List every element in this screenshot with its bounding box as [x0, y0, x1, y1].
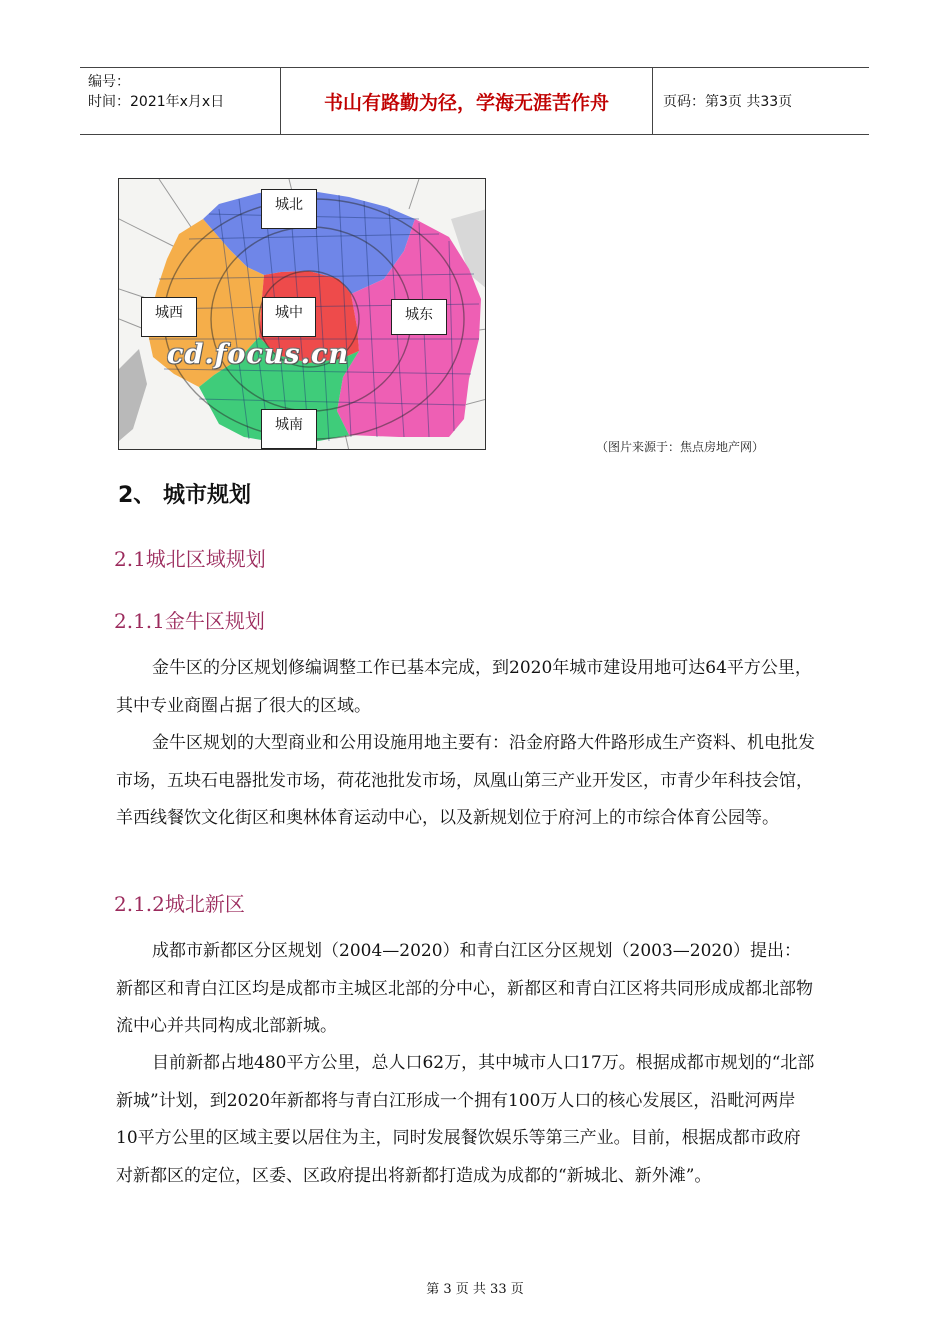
- subsection-title-2-1: 2.1城北区域规划: [114, 547, 266, 571]
- map-label-center: 城中: [262, 297, 316, 337]
- subsection-title-2-1-1: 2.1.1金牛区规划: [114, 609, 265, 633]
- document-number-label: 编号：: [88, 74, 130, 90]
- map-label-south: 城南: [261, 409, 317, 449]
- district-map: [118, 178, 486, 450]
- header-motto: 书山有路勤为径，学海无涯苦作舟: [281, 68, 653, 134]
- map-watermark: cd.focus.cn: [167, 339, 350, 370]
- map-label-north: 城北: [261, 189, 317, 229]
- header-page-info: 页码：第3页 共33页: [663, 94, 793, 110]
- map-label-west: 城西: [141, 297, 197, 337]
- page-footer: 第 3 页 共 33 页: [426, 1282, 524, 1297]
- paragraph-4: 目前新都占地480平方公里，总人口62万，其中城市人口17万。根据成都市规划的“北部新城”计划，到2020年新都将与青白江形成一个拥有100万人口的核心发展区，沿毗河两岸10平方公里的区域主要以居住为主，同时发展餐饮娱乐等第三产业。目前，根据成都市政府对新都区的定位，区委、区政府提出将新都打造成为成都的“新城北、新外滩”。: [116, 1053, 815, 1186]
- paragraph-2: 金牛区规划的大型商业和公用设施用地主要有：沿金府路大件路形成生产资料、机电批发市场，五块石电器批发市场，荷花池批发市场，凤凰山第三产业开发区，市青少年科技会馆，羊西线餐饮文化街区和奥林体育运动中心，以及新规划位于府河上的市综合体育公园等。: [116, 733, 815, 828]
- document-time-label: 时间：2021年x月x日: [88, 94, 225, 110]
- map-caption: （图片来源于：焦点房地产网）: [596, 440, 765, 454]
- section-title: 2、 城市规划: [118, 483, 251, 508]
- paragraph-1: 金牛区的分区规划修编调整工作已基本完成，到2020年城市建设用地可达64平方公里，其中专业商圈占据了很大的区域。: [116, 658, 812, 716]
- page-header: [80, 67, 869, 135]
- paragraph-3: 成都市新都区分区规划（2004—2020）和青白江区分区规划（2003—2020）提出：新都区和青白江区均是成都市主城区北部的分中心，新都区和青白江区将共同形成成都北部物流中心并共同构成北部新城。: [116, 941, 813, 1036]
- map-bg-patch: [119, 349, 147, 441]
- subsection-title-2-1-2: 2.1.2城北新区: [114, 892, 245, 916]
- header-left-cell: [80, 68, 281, 134]
- map-label-east: 城东: [391, 299, 447, 335]
